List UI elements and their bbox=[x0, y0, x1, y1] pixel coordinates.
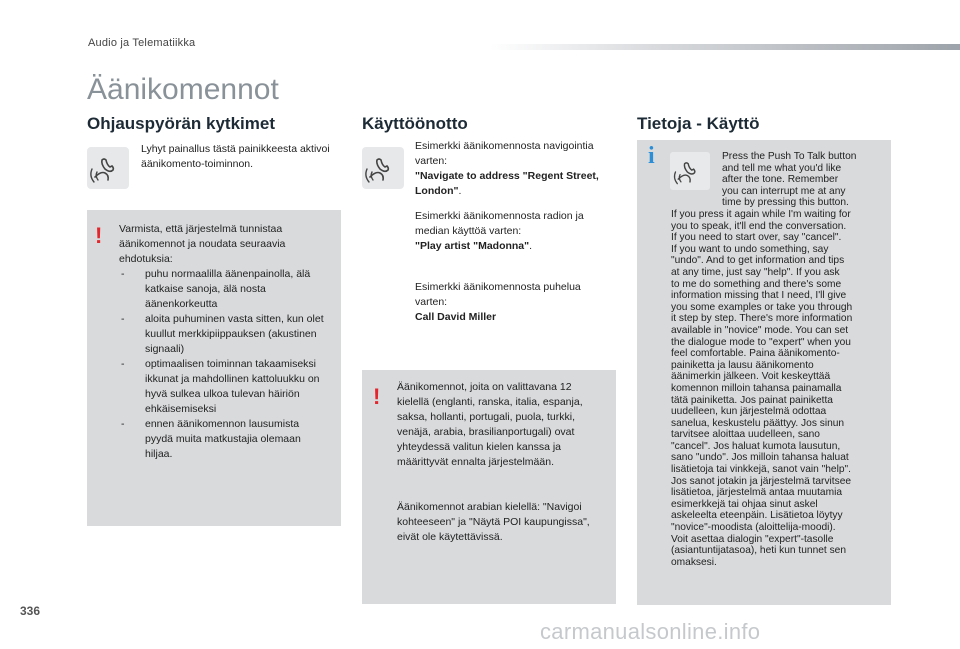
voice-command-icon bbox=[362, 147, 404, 189]
col3-line: If you want to undo something, say bbox=[671, 243, 829, 255]
col3-line: after the tone. Remember bbox=[722, 174, 839, 186]
col3-line: sano "undo". Jos milloin tahansa haluat bbox=[671, 452, 849, 464]
col2-warning-p2: Äänikomennot arabian kielellä: "Navigoi kohteeseen" ja "Näytä POI kaupungissa", eivät ole käytettävissä. bbox=[397, 501, 590, 543]
col3-line: the dialogue mode to "expert" when you bbox=[671, 336, 851, 348]
col3-text-body bbox=[671, 209, 889, 568]
col3-title: Tietoja - Käyttö bbox=[637, 114, 760, 133]
col3-line: at any time, just say "help". If you ask bbox=[671, 266, 840, 278]
example-media-command: "Play artist "Madonna" bbox=[415, 240, 530, 252]
col3-line: "cancel". Jos haluat kumota lausutun, bbox=[671, 440, 841, 452]
col3-line: omaksesi. bbox=[671, 556, 717, 568]
col2-example-nav bbox=[415, 139, 610, 199]
col3-line: "undo". And to get information and tips bbox=[671, 255, 845, 267]
col3-line: information missing that I need, I'll give bbox=[671, 290, 847, 302]
example-nav-end: . bbox=[458, 185, 462, 197]
col3-line: sanelua, keskustelu päättyy. Jos sinun bbox=[671, 417, 845, 429]
col2-example-call bbox=[415, 280, 610, 325]
col3-line: it step by step. There's more information bbox=[671, 313, 853, 325]
example-nav-intro: Esimerkki äänikomennosta navigointia varten: bbox=[415, 140, 594, 167]
section-header: Audio ja Telematiikka bbox=[88, 37, 196, 49]
col3-line: "novice"-moodista (aloittelija-moodi). bbox=[671, 522, 836, 534]
col1-warning-list bbox=[119, 267, 329, 462]
col3-line: and tell me what you'd like bbox=[722, 162, 842, 174]
col2-example-media bbox=[415, 209, 610, 254]
example-call-command: Call David Miller bbox=[415, 311, 497, 323]
col3-line: äänimerkin jälkeen. Voit keskeyttää bbox=[671, 371, 831, 383]
warning-icon: ! bbox=[95, 223, 103, 248]
list-item: - ennen äänikomennon lausumista pyydä muita matkustajia olemaan hiljaa. bbox=[119, 417, 329, 462]
col1-intro: Lyhyt painallus tästä painikkeesta aktivoi äänikomento-toiminnon. bbox=[141, 143, 330, 170]
example-media-intro: Esimerkki äänikomennosta radion ja median käyttöä varten: bbox=[415, 210, 584, 237]
col3-text-top bbox=[722, 151, 888, 209]
watermark: carmanualsonline.info bbox=[540, 619, 761, 644]
col3-line: available in "novice" mode. You can set bbox=[671, 324, 849, 336]
header-divider-bar bbox=[490, 44, 960, 50]
col3-line: you to speak, it'll end the conversation. bbox=[671, 220, 847, 232]
list-item: - puhu normaalilla äänenpainolla, älä katkaise sanoja, älä nosta äänenkorkeutta bbox=[119, 267, 329, 312]
page-title: Äänikomennot bbox=[87, 73, 279, 106]
col3-line: you some examples or take you through bbox=[671, 301, 853, 313]
example-call-intro: Esimerkki äänikomennosta puhelua varten: bbox=[415, 281, 581, 308]
warning-icon: ! bbox=[373, 384, 381, 409]
col3-line: esimerkkejä tai ohjaa sinut askel bbox=[671, 498, 818, 510]
col3-line: If you need to start over, say "cancel". bbox=[671, 232, 842, 244]
col3-line: askeleelta eteenpäin. Lisätietoa löytyy bbox=[671, 510, 843, 522]
col3-line: uudelleen, kun järjestelmä odottaa bbox=[671, 406, 827, 418]
col1-title: Ohjauspyörän kytkimet bbox=[87, 114, 276, 133]
info-icon: i bbox=[648, 143, 655, 169]
list-item: - aloita puhuminen vasta sitten, kun olet kuullut merkkipiippauksen (akustinen signaali) bbox=[119, 312, 329, 357]
col3-line: tarvitsee aloittaa uudelleen, sano bbox=[671, 429, 820, 441]
example-nav-command: "Navigate to address "Regent Street, London" bbox=[415, 170, 599, 197]
col1-warning-intro: Varmista, että järjestelmä tunnistaa äänikomennot ja noudata seuraavia ehdotuksia: bbox=[119, 223, 286, 265]
col2-warning-text bbox=[397, 380, 602, 545]
col3-line: time by pressing this button. bbox=[722, 197, 849, 209]
col3-line: you can interrupt me at any bbox=[722, 185, 846, 197]
col1-warning-text bbox=[119, 222, 329, 462]
col3-line: lisätietoa, järjestelmä antaa muutamia bbox=[671, 487, 843, 499]
col3-line: If you press it again while I'm waiting for bbox=[671, 209, 851, 220]
col2-title: Käyttöönotto bbox=[362, 114, 468, 133]
col3-line: (asiantuntijatasoa), heti kun tunnet sen bbox=[671, 545, 846, 557]
voice-command-icon bbox=[670, 152, 710, 190]
col2-warning-p1: Äänikomennot, joita on valittavana 12 kielellä (englanti, ranska, italia, espanja, saksa, hollanti, portugali, puola, turkki, venäjä, arabia, brasilianportugali) ovat yhteydessä valitun kielen kanssa ja määrittyvät ennalta järjestelmään. bbox=[397, 381, 583, 468]
list-item: - optimaalisen toiminnan takaamiseksi ikkunat ja mahdollinen kattoluukku on hyvä sulkea ulkoa tulevan häiriön ehkäisemiseksi bbox=[119, 357, 329, 417]
col3-line: to me do something and there's some bbox=[671, 278, 842, 290]
col3-line: painiketta ja lausu äänikomento bbox=[671, 359, 814, 371]
example-media-end: . bbox=[529, 240, 533, 252]
col3-line: feel comfortable. Paina äänikomento- bbox=[671, 348, 840, 360]
col3-line: komennon milloin tahansa painamalla bbox=[671, 382, 842, 394]
page-number: 336 bbox=[20, 604, 41, 618]
col3-line: Press the Push To Talk button bbox=[722, 151, 857, 162]
col3-line: lisätietoja tai vinkkejä, sanot vain "help". bbox=[671, 464, 851, 476]
col3-line: tätä painiketta. Jos painat painiketta bbox=[671, 394, 833, 406]
col3-line: Voit asettaa dialogin "expert"-tasolle bbox=[671, 533, 834, 545]
voice-command-icon bbox=[87, 147, 129, 189]
col3-line: Jos sanot jotakin ja järjestelmä tarvitsee bbox=[671, 475, 852, 487]
